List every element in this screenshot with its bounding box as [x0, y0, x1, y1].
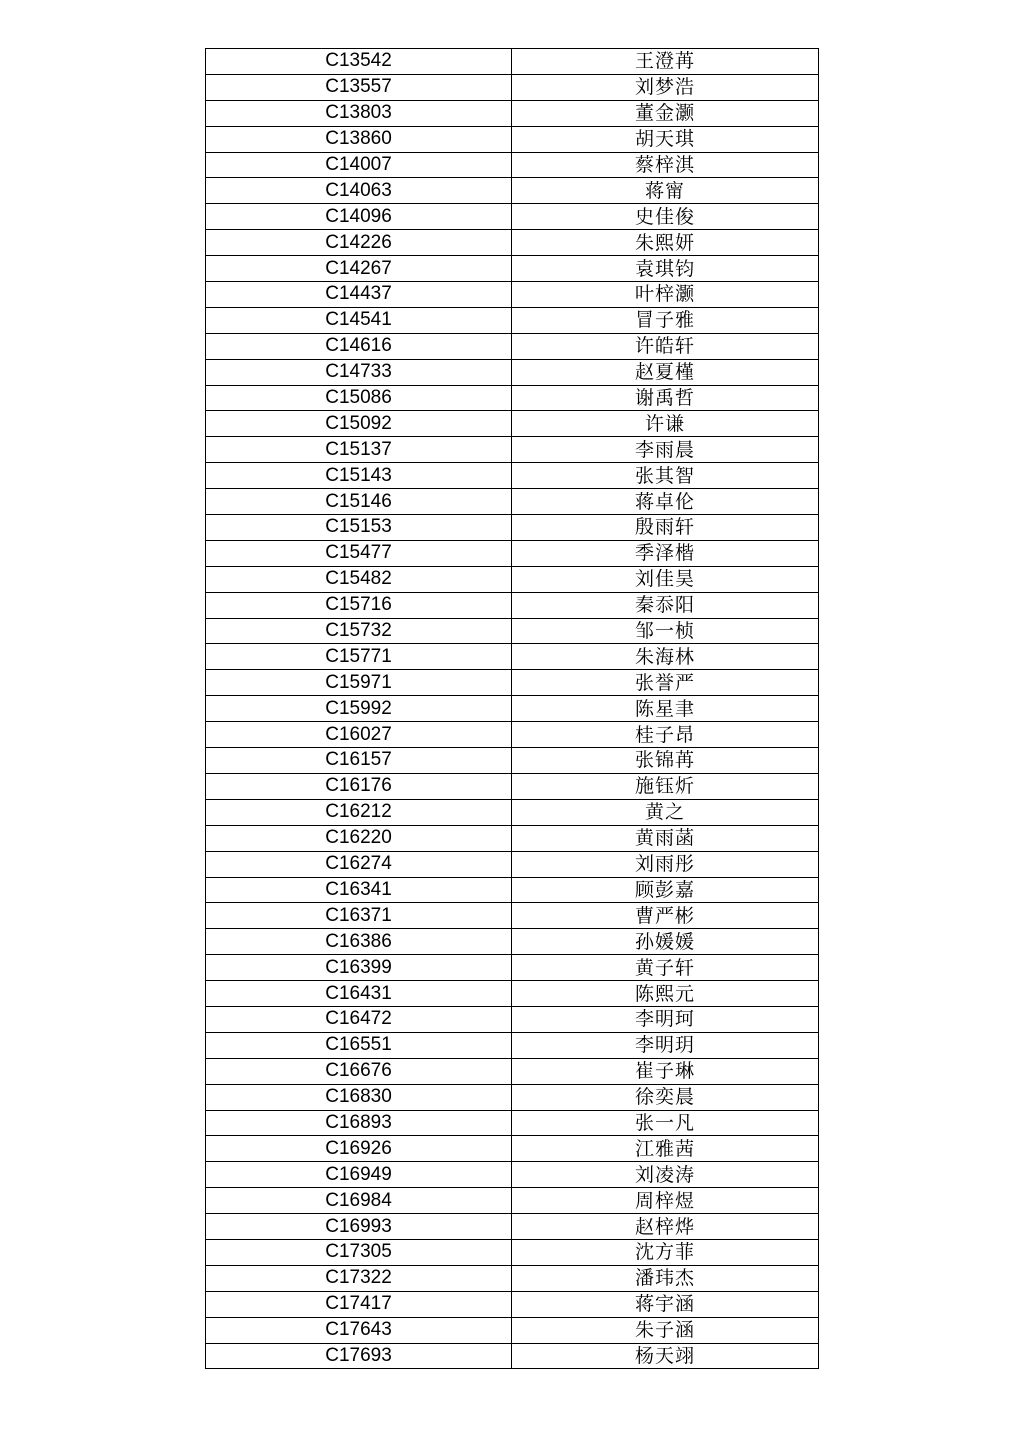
- student-code-cell: C16176: [206, 773, 512, 799]
- table-row: [206, 955, 819, 981]
- table-row: [206, 385, 819, 411]
- student-name-cell: 殷雨轩: [512, 515, 819, 541]
- student-code-cell: C15992: [206, 696, 512, 722]
- table-row: [206, 1006, 819, 1032]
- table-row: [206, 825, 819, 851]
- student-code-cell: C15771: [206, 644, 512, 670]
- student-name-cell: 陈熙元: [512, 981, 819, 1007]
- student-name-cell: 黄之: [512, 799, 819, 825]
- student-code-cell: C15137: [206, 437, 512, 463]
- student-code-cell: C17643: [206, 1317, 512, 1343]
- student-name-cell: 桂子昂: [512, 722, 819, 748]
- student-name-cell: 沈方菲: [512, 1239, 819, 1265]
- table-row: [206, 1188, 819, 1214]
- student-code-cell: C15477: [206, 540, 512, 566]
- table-row: [206, 618, 819, 644]
- table-row: [206, 1343, 819, 1369]
- student-code-cell: C13803: [206, 100, 512, 126]
- student-code-cell: C16926: [206, 1136, 512, 1162]
- student-code-cell: C15086: [206, 385, 512, 411]
- student-name-cell: 刘梦浩: [512, 74, 819, 100]
- student-code-cell: C16949: [206, 1162, 512, 1188]
- student-code-cell: C16676: [206, 1058, 512, 1084]
- table-row: [206, 1058, 819, 1084]
- table-row: [206, 1110, 819, 1136]
- student-code-cell: C16371: [206, 903, 512, 929]
- student-code-cell: C16830: [206, 1084, 512, 1110]
- student-name-cell: 李雨晨: [512, 437, 819, 463]
- table-row: [206, 1291, 819, 1317]
- roster-table-body: [206, 49, 819, 1369]
- student-name-cell: 袁琪钧: [512, 256, 819, 282]
- student-name-cell: 潘玮杰: [512, 1265, 819, 1291]
- student-code-cell: C14226: [206, 230, 512, 256]
- table-row: [206, 929, 819, 955]
- student-code-cell: C14437: [206, 282, 512, 308]
- student-name-cell: 蒋卓伦: [512, 489, 819, 515]
- student-name-cell: 张誉严: [512, 670, 819, 696]
- table-row: [206, 178, 819, 204]
- table-row: [206, 359, 819, 385]
- student-name-cell: 冒子雅: [512, 307, 819, 333]
- student-code-cell: C16157: [206, 748, 512, 774]
- student-name-cell: 张一凡: [512, 1110, 819, 1136]
- table-row: [206, 307, 819, 333]
- student-code-cell: C14267: [206, 256, 512, 282]
- table-row: [206, 463, 819, 489]
- table-row: [206, 1317, 819, 1343]
- student-name-cell: 胡天琪: [512, 126, 819, 152]
- student-name-cell: 施钰炘: [512, 773, 819, 799]
- table-row: [206, 748, 819, 774]
- student-name-cell: 刘雨彤: [512, 851, 819, 877]
- table-row: [206, 799, 819, 825]
- student-name-cell: 李明玥: [512, 1032, 819, 1058]
- table-row: [206, 851, 819, 877]
- student-code-cell: C14616: [206, 333, 512, 359]
- student-name-cell: 秦忝阳: [512, 592, 819, 618]
- table-row: [206, 540, 819, 566]
- student-name-cell: 周梓煜: [512, 1188, 819, 1214]
- student-code-cell: C15153: [206, 515, 512, 541]
- student-name-cell: 刘凌涛: [512, 1162, 819, 1188]
- student-code-cell: C16212: [206, 799, 512, 825]
- student-code-cell: C16027: [206, 722, 512, 748]
- student-code-cell: C16274: [206, 851, 512, 877]
- student-name-cell: 顾彭嘉: [512, 877, 819, 903]
- student-code-cell: C15146: [206, 489, 512, 515]
- student-name-cell: 董金灏: [512, 100, 819, 126]
- table-row: [206, 282, 819, 308]
- student-code-cell: C16893: [206, 1110, 512, 1136]
- table-row: [206, 74, 819, 100]
- student-name-cell: 张锦苒: [512, 748, 819, 774]
- student-code-cell: C17322: [206, 1265, 512, 1291]
- student-code-cell: C16220: [206, 825, 512, 851]
- student-code-cell: C13542: [206, 49, 512, 75]
- student-code-cell: C14063: [206, 178, 512, 204]
- student-code-cell: C15732: [206, 618, 512, 644]
- table-row: [206, 903, 819, 929]
- student-name-cell: 崔子琳: [512, 1058, 819, 1084]
- table-row: [206, 49, 819, 75]
- student-name-cell: 季泽楷: [512, 540, 819, 566]
- student-name-cell: 黄雨菡: [512, 825, 819, 851]
- student-name-cell: 王澄苒: [512, 49, 819, 75]
- student-code-cell: C16472: [206, 1006, 512, 1032]
- student-code-cell: C16341: [206, 877, 512, 903]
- table-row: [206, 1032, 819, 1058]
- student-code-cell: C16431: [206, 981, 512, 1007]
- roster-table: [205, 48, 819, 1369]
- table-row: [206, 515, 819, 541]
- student-name-cell: 朱海林: [512, 644, 819, 670]
- student-code-cell: C14007: [206, 152, 512, 178]
- table-row: [206, 204, 819, 230]
- student-name-cell: 赵夏槿: [512, 359, 819, 385]
- table-row: [206, 1136, 819, 1162]
- student-name-cell: 谢禹哲: [512, 385, 819, 411]
- table-row: [206, 1239, 819, 1265]
- table-row: [206, 256, 819, 282]
- table-row: [206, 489, 819, 515]
- student-code-cell: C16993: [206, 1214, 512, 1240]
- student-name-cell: 徐奕晨: [512, 1084, 819, 1110]
- student-name-cell: 蔡梓淇: [512, 152, 819, 178]
- student-name-cell: 朱熙妍: [512, 230, 819, 256]
- student-code-cell: C16984: [206, 1188, 512, 1214]
- student-code-cell: C17693: [206, 1343, 512, 1369]
- table-row: [206, 230, 819, 256]
- table-row: [206, 100, 819, 126]
- student-code-cell: C15971: [206, 670, 512, 696]
- table-row: [206, 126, 819, 152]
- student-name-cell: 史佳俊: [512, 204, 819, 230]
- student-code-cell: C14541: [206, 307, 512, 333]
- student-name-cell: 黄子轩: [512, 955, 819, 981]
- table-row: [206, 1084, 819, 1110]
- student-code-cell: C14733: [206, 359, 512, 385]
- student-code-cell: C16386: [206, 929, 512, 955]
- student-code-cell: C14096: [206, 204, 512, 230]
- student-name-cell: 江雅茜: [512, 1136, 819, 1162]
- table-row: [206, 877, 819, 903]
- table-row: [206, 696, 819, 722]
- table-row: [206, 722, 819, 748]
- student-name-cell: 李明珂: [512, 1006, 819, 1032]
- student-name-cell: 曹严彬: [512, 903, 819, 929]
- student-name-cell: 刘佳昊: [512, 566, 819, 592]
- table-row: [206, 981, 819, 1007]
- table-row: [206, 1162, 819, 1188]
- table-row: [206, 773, 819, 799]
- student-code-cell: C16551: [206, 1032, 512, 1058]
- table-row: [206, 333, 819, 359]
- student-code-cell: C15716: [206, 592, 512, 618]
- table-row: [206, 411, 819, 437]
- student-name-cell: 邹一桢: [512, 618, 819, 644]
- student-code-cell: C15482: [206, 566, 512, 592]
- student-code-cell: C17305: [206, 1239, 512, 1265]
- table-row: [206, 644, 819, 670]
- student-name-cell: 张其智: [512, 463, 819, 489]
- table-row: [206, 566, 819, 592]
- table-row: [206, 1265, 819, 1291]
- student-name-cell: 陈星聿: [512, 696, 819, 722]
- table-row: [206, 437, 819, 463]
- student-code-cell: C13557: [206, 74, 512, 100]
- student-name-cell: 孙媛媛: [512, 929, 819, 955]
- student-code-cell: C16399: [206, 955, 512, 981]
- table-row: [206, 670, 819, 696]
- student-code-cell: C15143: [206, 463, 512, 489]
- student-name-cell: 赵梓烨: [512, 1214, 819, 1240]
- table-row: [206, 592, 819, 618]
- student-name-cell: 蒋甯: [512, 178, 819, 204]
- student-name-cell: 许皓轩: [512, 333, 819, 359]
- student-code-cell: C13860: [206, 126, 512, 152]
- student-name-cell: 蒋宇涵: [512, 1291, 819, 1317]
- student-code-cell: C17417: [206, 1291, 512, 1317]
- student-name-cell: 朱子涵: [512, 1317, 819, 1343]
- student-code-cell: C15092: [206, 411, 512, 437]
- student-name-cell: 许谦: [512, 411, 819, 437]
- student-name-cell: 叶梓灏: [512, 282, 819, 308]
- table-row: [206, 152, 819, 178]
- student-name-cell: 杨天翊: [512, 1343, 819, 1369]
- table-row: [206, 1214, 819, 1240]
